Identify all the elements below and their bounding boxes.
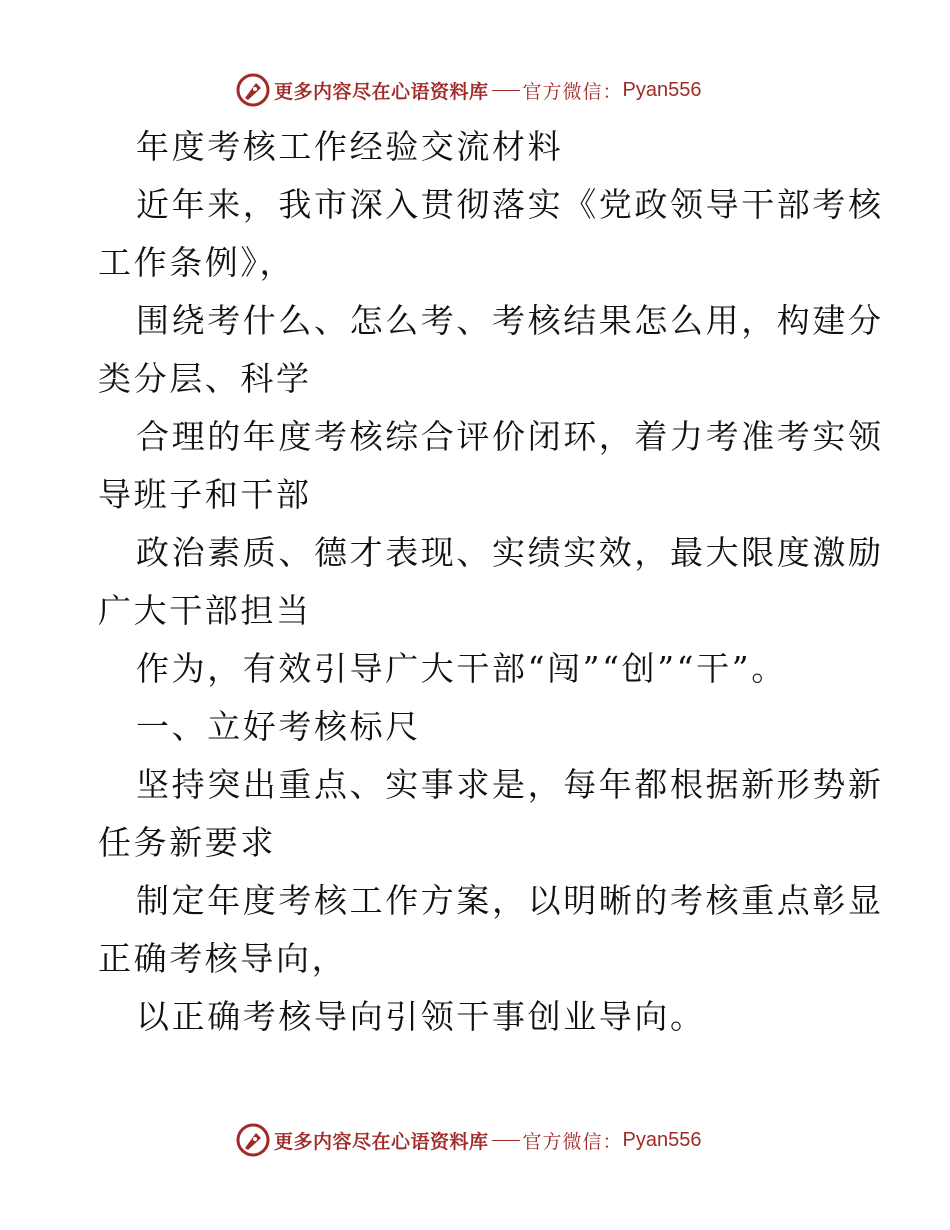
document-line: 坚持突出重点、实事求是，每年都根据新形势新 <box>136 765 884 804</box>
document-line: 作为，有效引导广大干部“闯”“创”“干”。 <box>136 649 787 688</box>
banner-dash <box>492 90 520 91</box>
document-line: 正确考核导向， <box>98 939 348 978</box>
banner-wechat-label: 官方微信： <box>522 1130 623 1153</box>
document-line: 年度考核工作经验交流材料 <box>136 127 564 166</box>
document-line: 工作条例》， <box>98 243 296 282</box>
document-line: 近年来，我市深入贯彻落实《党政领导干部考核 <box>136 185 884 224</box>
pen-nib-logo-icon <box>236 73 270 107</box>
document-line: 一、立好考核标尺 <box>136 707 421 746</box>
pen-nib-logo-icon <box>236 1123 270 1157</box>
banner-site-text: 更多内容尽在心语资料库 <box>274 1130 489 1153</box>
banner-wechat-handle: Pyan556 <box>622 78 702 101</box>
header-banner <box>236 72 702 108</box>
footer-banner <box>236 1122 702 1158</box>
document-line: 合理的年度考核综合评价闭环，着力考准考实领 <box>136 417 884 456</box>
banner-dash <box>492 1140 520 1141</box>
document-line: 任务新要求 <box>98 823 276 862</box>
document-line: 围绕考什么、怎么考、考核结果怎么用，构建分 <box>136 301 884 340</box>
document-line: 类分层、科学 <box>98 359 312 398</box>
document-line: 制定年度考核工作方案，以明晰的考核重点彰显 <box>136 881 884 920</box>
document-body <box>98 118 884 1046</box>
banner-wechat-label: 官方微信： <box>522 80 623 103</box>
document-line: 以正确考核导向引领干事创业导向。 <box>136 997 706 1036</box>
document-line: 政治素质、德才表现、实绩实效，最大限度激励 <box>136 533 884 572</box>
banner-site-text: 更多内容尽在心语资料库 <box>274 80 489 103</box>
banner-wechat-handle: Pyan556 <box>622 1128 702 1151</box>
document-line: 广大干部担当 <box>98 591 312 630</box>
document-line: 导班子和干部 <box>98 475 312 514</box>
